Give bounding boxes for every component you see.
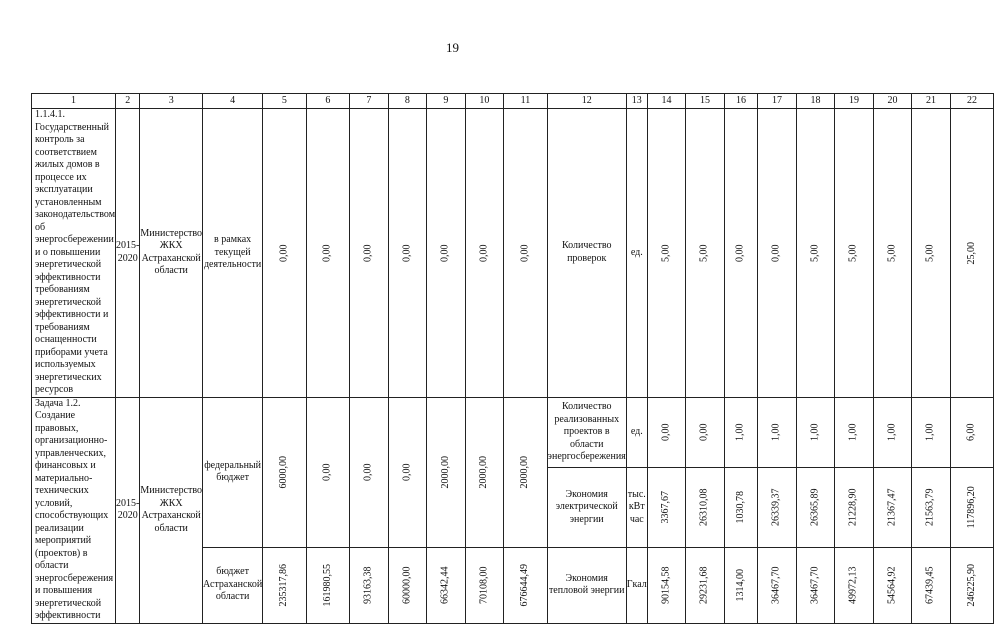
- indicator-name: Экономия электрической энергии: [547, 468, 626, 548]
- cell-value: 49972,13: [847, 566, 859, 604]
- col-header: 16: [724, 94, 758, 109]
- cell-value: 5,00: [698, 244, 710, 262]
- cell-value: 0,00: [478, 244, 490, 262]
- cell-value: 0,00: [321, 244, 333, 262]
- col-header: 1: [32, 94, 116, 109]
- period: 2015-2020: [116, 397, 140, 623]
- header-row: [32, 94, 994, 109]
- cell-value: 1030,78: [734, 491, 746, 524]
- cell-value: 0,00: [401, 244, 413, 262]
- col-header: 14: [647, 94, 686, 109]
- cell-value: 0,00: [362, 463, 374, 481]
- task-row-a: [32, 397, 994, 468]
- col-header: 12: [547, 94, 626, 109]
- cell-value: 5,00: [924, 244, 936, 262]
- col-header: 3: [140, 94, 203, 109]
- unit: Гкал: [626, 547, 647, 623]
- cell-value: 5,00: [660, 244, 672, 262]
- col-header: 9: [427, 94, 466, 109]
- unit: ед.: [626, 397, 647, 468]
- unit: ед.: [626, 109, 647, 398]
- cell-value: 29231,68: [698, 566, 710, 604]
- cell-value: 117896,20: [965, 486, 977, 529]
- cell-value: 93163,38: [362, 566, 374, 604]
- cell-value: 0,00: [401, 463, 413, 481]
- cell-value: 67439,45: [924, 566, 936, 604]
- col-header: 22: [950, 94, 994, 109]
- cell-value: 6000,00: [278, 455, 290, 489]
- measure-name: 1.1.4.1. Государственный контроль за соответствием жилых домов в процессе их эксплуатации установленным законодательством об энергосбережении и о повышении энергетической эффективности требованиям энергетической эффективности и требованиям оснащенности приборами учета используемых энергетических ресурсов: [32, 109, 116, 398]
- unit: тыс. кВт час: [626, 468, 647, 548]
- funding-source: в рамках текущей деятельности: [203, 109, 263, 398]
- cell-value: 0,00: [439, 244, 451, 262]
- col-header: 10: [465, 94, 504, 109]
- indicator-name: Количество проверок: [547, 109, 626, 398]
- cell-value: 0,00: [278, 244, 290, 262]
- cell-value: 2000,00: [519, 455, 531, 489]
- cell-value: 0,00: [321, 463, 333, 481]
- cell-value: 0,00: [698, 423, 710, 441]
- col-header: 6: [306, 94, 350, 109]
- cell-value: 1,00: [886, 423, 898, 441]
- cell-value: 2000,00: [478, 455, 490, 489]
- cell-value: 25,00: [965, 241, 977, 264]
- cell-value: 0,00: [660, 423, 672, 441]
- cell-value: 0,00: [770, 244, 782, 262]
- cell-value: 21228,90: [847, 488, 859, 527]
- cell-value: 5,00: [809, 244, 821, 262]
- col-header: 21: [912, 94, 951, 109]
- cell-value: 21563,79: [924, 488, 936, 527]
- cell-value: 1314,00: [734, 568, 746, 602]
- cell-value: 6,00: [965, 423, 977, 441]
- cell-value: 66342,44: [439, 566, 451, 604]
- col-header: 2: [116, 94, 140, 109]
- col-header: 19: [835, 94, 874, 109]
- col-header: 5: [263, 94, 307, 109]
- indicator-name: Экономия тепловой энергии: [547, 547, 626, 623]
- period: 2015-2020: [116, 109, 140, 398]
- cell-value: 161980,55: [321, 563, 333, 607]
- cell-value: 26310,08: [698, 488, 710, 527]
- col-header: 4: [203, 94, 263, 109]
- col-header: 8: [388, 94, 427, 109]
- col-header: 11: [504, 94, 548, 109]
- cell-value: 90154,58: [660, 566, 672, 604]
- cell-value: 5,00: [886, 244, 898, 262]
- cell-value: 0,00: [362, 244, 374, 262]
- cell-value: 26339,37: [770, 488, 782, 527]
- cell-value: 1,00: [809, 423, 821, 441]
- funding-source: федеральный бюджет: [203, 397, 263, 547]
- cell-value: 1,00: [924, 423, 936, 441]
- col-header: 17: [758, 94, 797, 109]
- executor: Министерство ЖКХ Астраханской области: [140, 397, 203, 623]
- cell-value: 60000,00: [401, 566, 413, 604]
- cell-value: 0,00: [519, 244, 531, 262]
- cell-value: 1,00: [847, 423, 859, 441]
- indicator-name: Количество реализованных проектов в области энергосбережения: [547, 397, 626, 468]
- funding-source: бюджет Астраханской области: [203, 547, 263, 623]
- cell-value: 246225,90: [965, 563, 977, 607]
- cell-value: 54564,92: [886, 566, 898, 604]
- cell-value: 1,00: [734, 423, 746, 441]
- col-header: 20: [873, 94, 912, 109]
- cell-value: 1,00: [770, 423, 782, 441]
- page-number: 19: [446, 40, 459, 55]
- executor: Министерство ЖКХ Астраханской области: [140, 109, 203, 398]
- cell-value: 676644,49: [519, 563, 531, 607]
- program-table: [31, 93, 994, 624]
- cell-value: 3367,67: [660, 491, 672, 524]
- col-header: 13: [626, 94, 647, 109]
- cell-value: 36467,70: [809, 566, 821, 604]
- cell-value: 36467,70: [770, 566, 782, 604]
- col-header: 7: [350, 94, 389, 109]
- cell-value: 70108,00: [478, 566, 490, 604]
- task-name: Задача 1.2. Создание правовых, организационно-управленческих, финансовых и материально-технических условий, способствующих реализации мероприятий (проектов) в области энергосбережения и повышения энергетической эффективности: [32, 397, 116, 623]
- cell-value: 21367,47: [886, 488, 898, 527]
- cell-value: 26365,89: [809, 488, 821, 527]
- col-header: 15: [686, 94, 725, 109]
- col-header: 18: [796, 94, 835, 109]
- cell-value: 5,00: [847, 244, 859, 262]
- cell-value: 2000,00: [439, 455, 451, 489]
- cell-value: 0,00: [734, 244, 746, 262]
- cell-value: 235317,86: [278, 563, 290, 607]
- measure-row-1141: [32, 109, 994, 398]
